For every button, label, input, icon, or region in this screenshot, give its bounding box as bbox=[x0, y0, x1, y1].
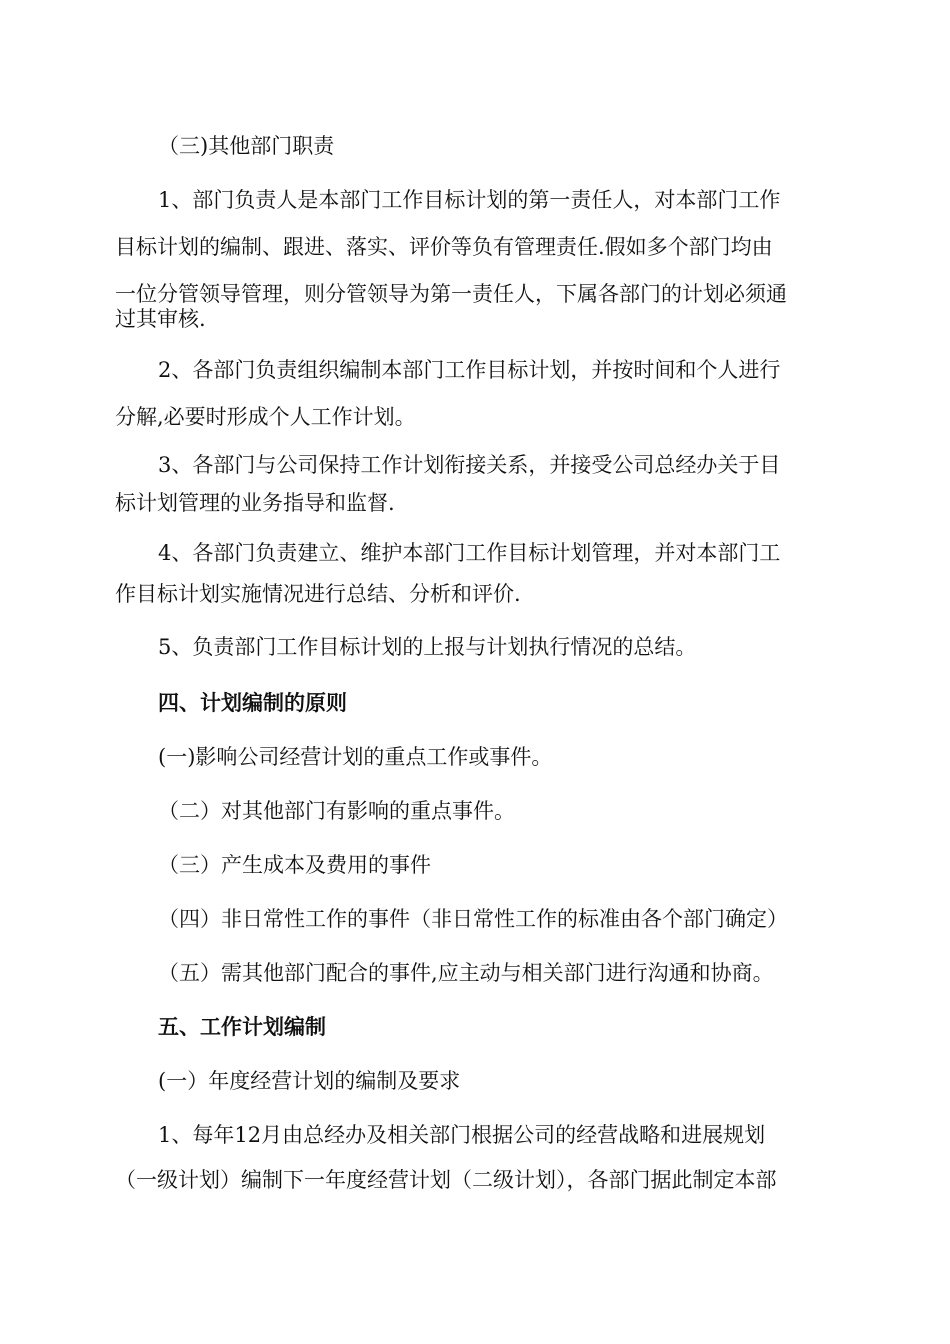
paragraph-line: 1、部门负责人是本部门工作目标计划的第一责任人，对本部门工作 bbox=[158, 188, 781, 212]
paragraph-line: 3、各部门与公司保持工作计划衔接关系，并接受公司总经办关于目 bbox=[158, 453, 781, 477]
paragraph-line: 过其审核. bbox=[115, 307, 206, 331]
paragraph-line: 1、每年12月由总经办及相关部门根据公司的经营战略和进展规划 bbox=[158, 1123, 766, 1147]
list-item: (一)影响公司经营计划的重点工作或事件。 bbox=[158, 745, 553, 769]
paragraph-line: 分解,必要时形成个人工作计划。 bbox=[115, 405, 416, 429]
subsection-title: （三)其他部门职责 bbox=[158, 134, 335, 158]
list-item: （四）非日常性工作的事件（非日常性工作的标准由各个部门确定） bbox=[158, 907, 788, 931]
paragraph-line: 目标计划的编制、跟进、落实、评价等负有管理责任.假如多个部门均由 bbox=[115, 235, 773, 259]
paragraph-line: 2、各部门负责组织编制本部门工作目标计划，并按时间和个人进行 bbox=[158, 358, 781, 382]
list-item: （二）对其他部门有影响的重点事件。 bbox=[158, 799, 515, 823]
paragraph-line: 作目标计划实施情况进行总结、分析和评价. bbox=[115, 582, 521, 606]
list-item: （五）需其他部门配合的事件,应主动与相关部门进行沟通和协商。 bbox=[158, 961, 774, 985]
paragraph-line: 一位分管领导管理，则分管领导为第一责任人，下属各部门的计划必须通 bbox=[115, 282, 787, 306]
paragraph-line: （一级计划）编制下一年度经营计划（二级计划），各部门据此制定本部 bbox=[115, 1168, 777, 1192]
list-item: （三）产生成本及费用的事件 bbox=[158, 853, 431, 877]
paragraph-line: 5、负责部门工作目标计划的上报与计划执行情况的总结。 bbox=[158, 635, 697, 659]
section-heading: 五、工作计划编制 bbox=[158, 1015, 326, 1039]
paragraph-line: 标计划管理的业务指导和监督. bbox=[115, 491, 395, 515]
subsection-title: (一）年度经营计划的编制及要求 bbox=[158, 1069, 461, 1093]
section-heading: 四、计划编制的原则 bbox=[158, 691, 347, 715]
paragraph-line: 4、各部门负责建立、维护本部门工作目标计划管理，并对本部门工 bbox=[158, 541, 781, 565]
